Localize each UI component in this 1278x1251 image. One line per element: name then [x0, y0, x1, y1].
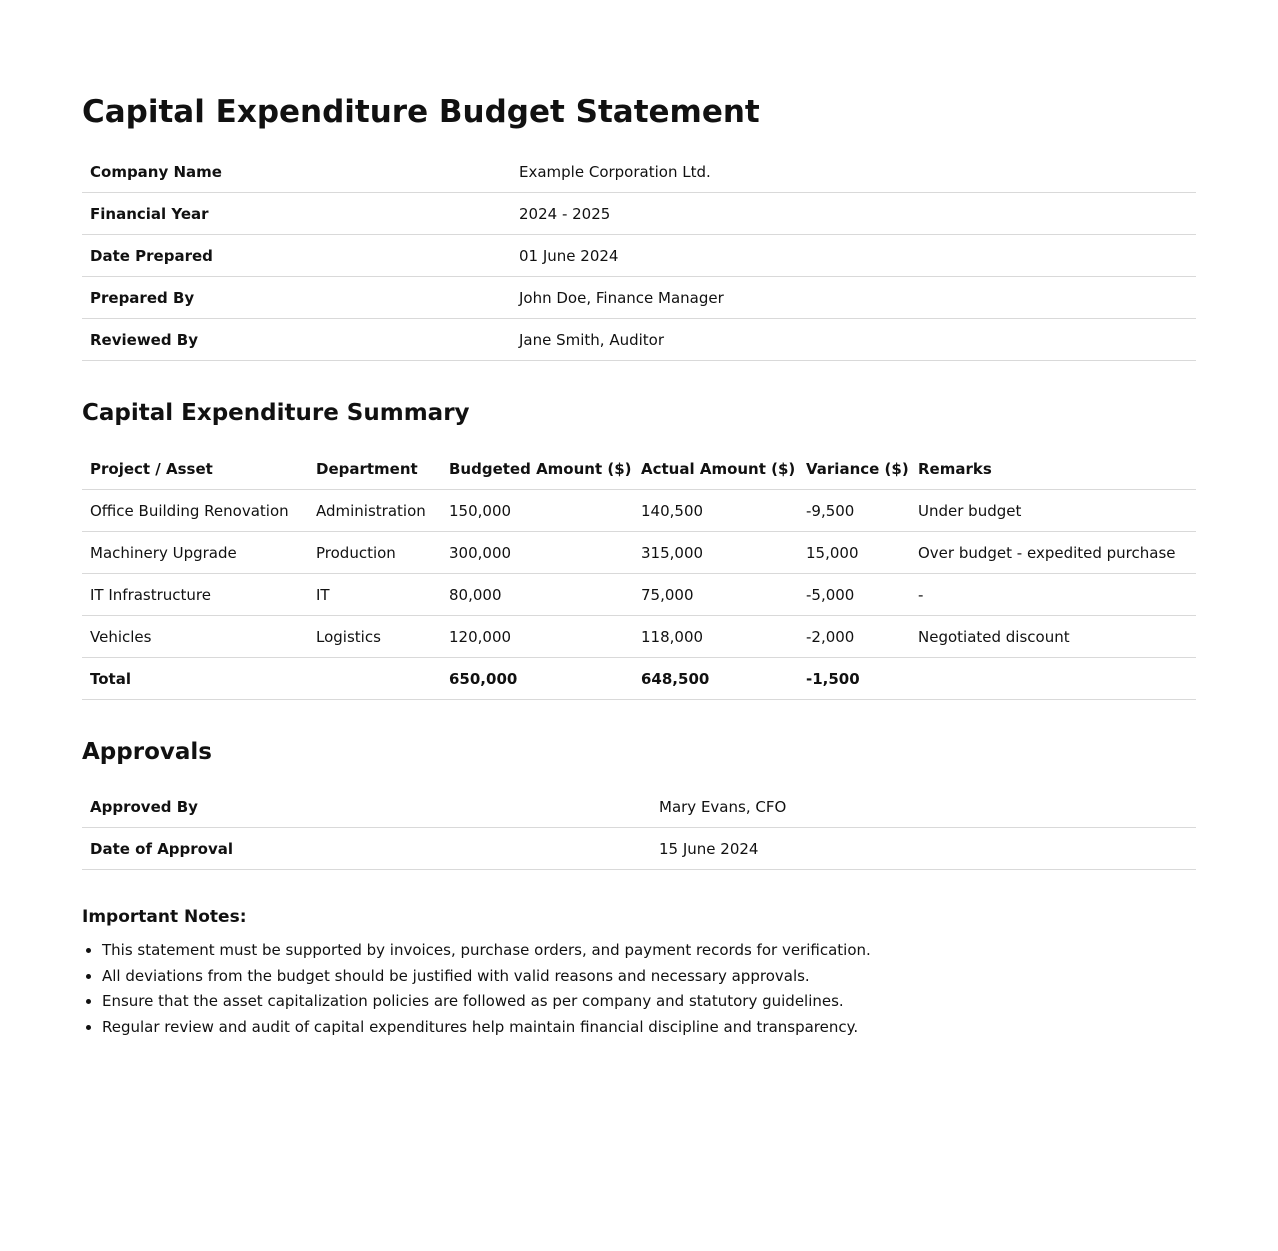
- column-header-budgeted: Budgeted Amount ($): [441, 448, 633, 490]
- total-variance: -1,500: [798, 658, 910, 700]
- notes-list: [82, 938, 871, 1040]
- cell-remarks: Under budget: [910, 490, 1196, 532]
- info-label: Prepared By: [82, 277, 511, 319]
- approval-label: Date of Approval: [82, 828, 651, 870]
- table-row: [82, 490, 1196, 532]
- table-row: [82, 532, 1196, 574]
- cell-budgeted: 80,000: [441, 574, 633, 616]
- table-row: [82, 616, 1196, 658]
- list-item: • Regular review and audit of capital expenditures help maintain financial discipline and transparency.: [102, 1015, 871, 1041]
- info-value: 01 June 2024: [511, 235, 1196, 277]
- column-header-project: Project / Asset: [82, 448, 308, 490]
- approvals-table: [82, 786, 1196, 870]
- approval-label: Approved By: [82, 786, 651, 828]
- column-header-variance: Variance ($): [798, 448, 910, 490]
- info-label: Financial Year: [82, 193, 511, 235]
- cell-budgeted: 300,000: [441, 532, 633, 574]
- cell-variance: -5,000: [798, 574, 910, 616]
- cell-department: Administration: [308, 490, 441, 532]
- page-title: Capital Expenditure Budget Statement: [82, 94, 760, 130]
- cell-department: Logistics: [308, 616, 441, 658]
- info-value: 2024 - 2025: [511, 193, 1196, 235]
- cell-variance: -9,500: [798, 490, 910, 532]
- approval-value: 15 June 2024: [651, 828, 1196, 870]
- info-label: Company Name: [82, 151, 511, 193]
- cell-actual: 315,000: [633, 532, 798, 574]
- table-row: [82, 574, 1196, 616]
- summary-heading: Capital Expenditure Summary: [82, 400, 470, 426]
- info-label: Date Prepared: [82, 235, 511, 277]
- total-department-empty: [308, 658, 441, 700]
- info-label: Reviewed By: [82, 319, 511, 361]
- column-header-actual: Actual Amount ($): [633, 448, 798, 490]
- cell-actual: 118,000: [633, 616, 798, 658]
- cell-actual: 140,500: [633, 490, 798, 532]
- table-header-row: [82, 448, 1196, 490]
- cell-project: Machinery Upgrade: [82, 532, 308, 574]
- list-item: • Ensure that the asset capitalization policies are followed as per company and statutory guidelines.: [102, 989, 871, 1015]
- column-header-department: Department: [308, 448, 441, 490]
- info-row-financial-year: [82, 193, 1196, 235]
- info-row-company-name: [82, 151, 1196, 193]
- cell-project: Office Building Renovation: [82, 490, 308, 532]
- total-label: Total: [82, 658, 308, 700]
- total-budgeted: 650,000: [441, 658, 633, 700]
- total-actual: 648,500: [633, 658, 798, 700]
- cell-project: Vehicles: [82, 616, 308, 658]
- cell-department: IT: [308, 574, 441, 616]
- cell-variance: 15,000: [798, 532, 910, 574]
- table-total-row: [82, 658, 1196, 700]
- cell-remarks: Negotiated discount: [910, 616, 1196, 658]
- cell-budgeted: 120,000: [441, 616, 633, 658]
- approval-row-approved-by: [82, 786, 1196, 828]
- list-item: • All deviations from the budget should be justified with valid reasons and necessary approvals.: [102, 964, 871, 990]
- info-value: Jane Smith, Auditor: [511, 319, 1196, 361]
- company-info-table: [82, 151, 1196, 361]
- cell-project: IT Infrastructure: [82, 574, 308, 616]
- total-remarks-empty: [910, 658, 1196, 700]
- cell-actual: 75,000: [633, 574, 798, 616]
- info-value: John Doe, Finance Manager: [511, 277, 1196, 319]
- approvals-heading: Approvals: [82, 739, 212, 765]
- expenditure-summary-table: [82, 448, 1196, 700]
- cell-budgeted: 150,000: [441, 490, 633, 532]
- approval-value: Mary Evans, CFO: [651, 786, 1196, 828]
- info-row-reviewed-by: [82, 319, 1196, 361]
- info-value: Example Corporation Ltd.: [511, 151, 1196, 193]
- cell-remarks: -: [910, 574, 1196, 616]
- approval-row-date: [82, 828, 1196, 870]
- info-row-date-prepared: [82, 235, 1196, 277]
- cell-department: Production: [308, 532, 441, 574]
- list-item: • This statement must be supported by invoices, purchase orders, and payment records for verification.: [102, 938, 871, 964]
- cell-remarks: Over budget - expedited purchase: [910, 532, 1196, 574]
- info-row-prepared-by: [82, 277, 1196, 319]
- column-header-remarks: Remarks: [910, 448, 1196, 490]
- cell-variance: -2,000: [798, 616, 910, 658]
- notes-heading: Important Notes:: [82, 907, 247, 927]
